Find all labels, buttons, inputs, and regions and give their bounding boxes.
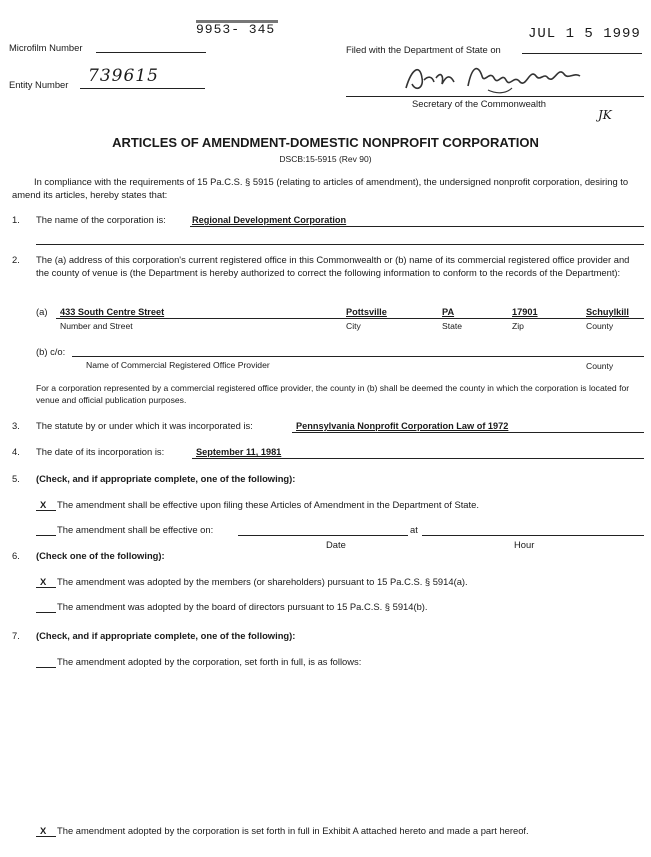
item4-number: 4. bbox=[12, 446, 20, 457]
incorporation-date: September 11, 1981 bbox=[196, 447, 282, 457]
item6-opt2-blank[interactable] bbox=[36, 612, 56, 613]
item5-opt1-text: The amendment shall be effective upon filing these Articles of Amendment in the Department of State. bbox=[57, 499, 479, 510]
item1-line bbox=[190, 226, 644, 227]
item6-heading: (Check one of the following): bbox=[36, 550, 165, 561]
entity-value: 739615 bbox=[88, 66, 159, 86]
item7-heading: (Check, and if appropriate complete, one of the following): bbox=[36, 630, 296, 641]
address-line bbox=[56, 318, 644, 319]
item2-text: The (a) address of this corporation's current registered office in this Commonwealth or (b) name of its commercial registered office provider and the county of venue is (the Department is hereby authorized to correct the following information to conform to the records of the Department): bbox=[36, 254, 630, 278]
secretary-label: Secretary of the Commonwealth bbox=[412, 98, 546, 109]
item1-number: 1. bbox=[12, 214, 20, 225]
microfilm-line bbox=[96, 52, 206, 53]
city-value: Pottsville bbox=[346, 307, 387, 317]
item1-line2 bbox=[36, 244, 644, 245]
item7-number: 7. bbox=[12, 630, 20, 641]
county-value: Schuylkill bbox=[586, 307, 629, 317]
item3-label: The statute by or under which it was incorporated is: bbox=[36, 420, 253, 431]
city-caption: City bbox=[346, 321, 361, 331]
item7-opt1-blank[interactable] bbox=[36, 667, 56, 668]
item5-heading: (Check, and if appropriate complete, one of the following): bbox=[36, 473, 296, 484]
item6-opt1-text: The amendment was adopted by the members (or shareholders) pursuant to 15 Pa.C.S. § 5914(a). bbox=[57, 576, 468, 587]
provider-caption: Name of Commercial Registered Office Provider bbox=[86, 360, 270, 370]
item1-label: The name of the corporation is: bbox=[36, 214, 166, 225]
form-code: DSCB:15-5915 (Rev 90) bbox=[279, 154, 372, 164]
item3-line bbox=[292, 432, 644, 433]
filed-label: Filed with the Department of State on bbox=[346, 44, 501, 55]
item2a-label: (a) bbox=[36, 306, 48, 317]
county-caption-b: County bbox=[586, 361, 614, 371]
item2b-label: (b) c/o: bbox=[36, 346, 66, 357]
item5-number: 5. bbox=[12, 473, 20, 484]
filed-line bbox=[522, 53, 642, 54]
effective-date-line[interactable] bbox=[238, 535, 408, 536]
hour-caption: Hour bbox=[514, 539, 535, 550]
state-caption: State bbox=[442, 321, 463, 331]
zip-value: 17901 bbox=[512, 307, 538, 317]
state-value: PA bbox=[442, 307, 455, 317]
entity-line bbox=[80, 88, 205, 89]
date-caption: Date bbox=[326, 539, 346, 550]
county-caption: County bbox=[586, 321, 614, 331]
item7-opt1-text: The amendment adopted by the corporation, set forth in full, is as follows: bbox=[57, 656, 362, 667]
item6-opt1-blank bbox=[36, 587, 56, 588]
provider-note: For a corporation represented by a commercial registered office provider, the county in (b) shall be deemed the county in which the corporation is located for venue and official publication purposes. bbox=[36, 383, 630, 405]
item4-line bbox=[192, 458, 644, 459]
item6-opt2-text: The amendment was adopted by the board of directors pursuant to 15 Pa.C.S. § 5914(b). bbox=[57, 601, 428, 612]
item5-opt2-blank[interactable] bbox=[36, 535, 56, 536]
item5-opt1-blank bbox=[36, 510, 56, 511]
filed-date: JUL 1 5 1999 bbox=[528, 26, 641, 42]
statute-value: Pennsylvania Nonprofit Corporation Law of 1972 bbox=[296, 421, 509, 431]
page-title: ARTICLES OF AMENDMENT-DOMESTIC NONPROFIT CORPORATION bbox=[112, 135, 539, 150]
stamp-bar bbox=[196, 20, 278, 23]
item5-opt1-mark[interactable]: X bbox=[40, 499, 47, 510]
corporation-name: Regional Development Corporation bbox=[192, 215, 347, 225]
intro-text: In compliance with the requirements of 15 Pa.C.S. § 5915 (relating to articles of amendment), the undersigned nonprofit corporation, desiring to amend its articles, hereby states that: bbox=[12, 176, 629, 200]
stamp-number: 9953- 345 bbox=[196, 22, 276, 37]
item7-opt2-mark[interactable]: X bbox=[40, 825, 47, 836]
effective-hour-line[interactable] bbox=[422, 535, 644, 536]
item6-number: 6. bbox=[12, 550, 20, 561]
provider-line bbox=[72, 356, 644, 357]
secretary-line bbox=[346, 96, 644, 97]
item2-number: 2. bbox=[12, 254, 20, 265]
at-label: at bbox=[410, 524, 418, 535]
initials: JK bbox=[598, 108, 612, 122]
item7-opt2-text: The amendment adopted by the corporation is set forth in full in Exhibit A attached hereto and made a part hereof. bbox=[57, 825, 529, 836]
street-value: 433 South Centre Street bbox=[60, 307, 165, 317]
secretary-signature bbox=[398, 58, 588, 98]
street-caption: Number and Street bbox=[60, 321, 133, 331]
item6-opt1-mark[interactable]: X bbox=[40, 576, 47, 587]
item3-number: 3. bbox=[12, 420, 20, 431]
zip-caption: Zip bbox=[512, 321, 524, 331]
entity-label: Entity Number bbox=[9, 79, 69, 90]
item4-label: The date of its incorporation is: bbox=[36, 446, 165, 457]
item5-opt2-text: The amendment shall be effective on: bbox=[57, 524, 214, 535]
item7-opt2-blank bbox=[36, 836, 56, 837]
microfilm-label: Microfilm Number bbox=[9, 42, 83, 53]
